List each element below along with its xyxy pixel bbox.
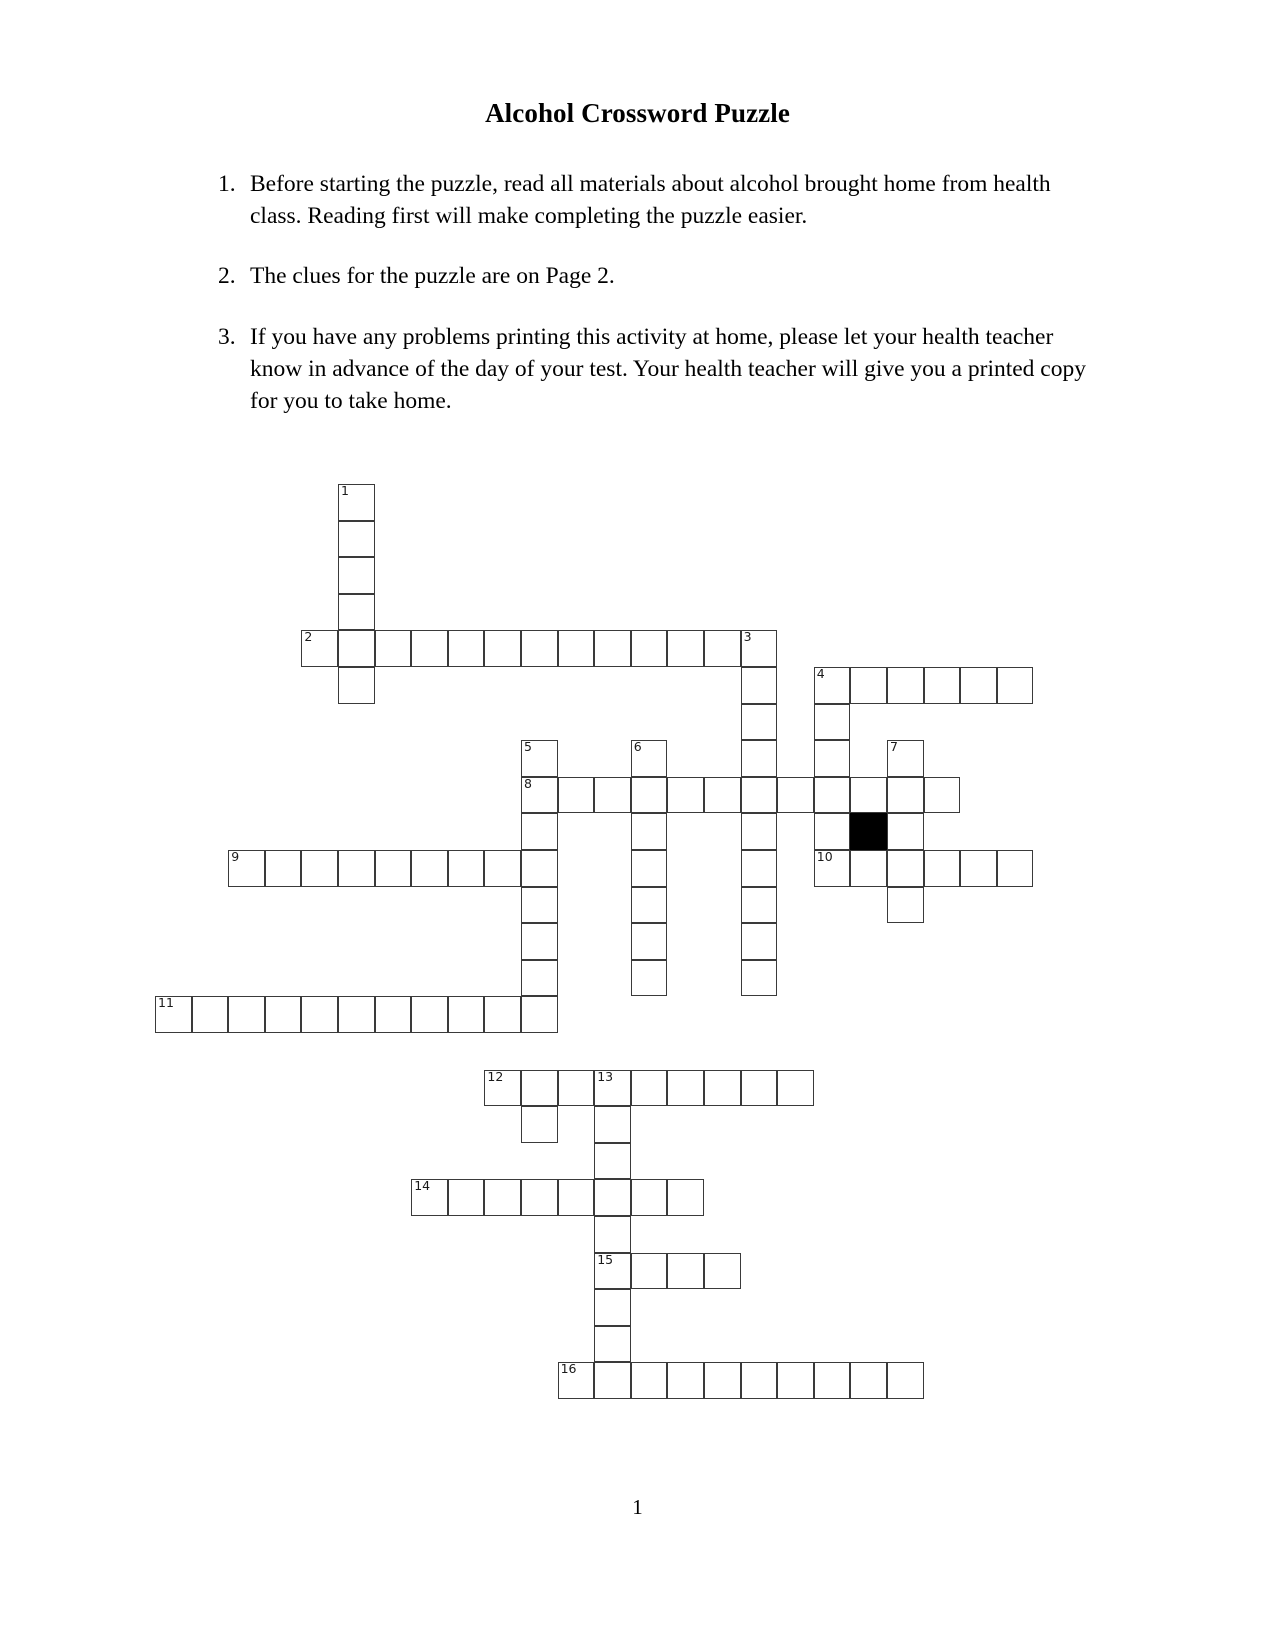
- instruction-text: Before starting the puzzle, read all materials about alcohol brought home from health class. Reading first will make completing the puzzle easier.: [250, 171, 1051, 230]
- crossword-cell[interactable]: [667, 1070, 704, 1107]
- crossword-cell[interactable]: [265, 996, 302, 1033]
- crossword-cell[interactable]: [741, 1362, 778, 1399]
- crossword-cell[interactable]: [338, 484, 375, 521]
- crossword-cell[interactable]: [594, 1106, 631, 1143]
- instruction-number: 2.: [218, 263, 236, 290]
- crossword-cell[interactable]: [375, 850, 412, 887]
- crossword-cell[interactable]: [411, 850, 448, 887]
- crossword-cell[interactable]: [631, 1179, 668, 1216]
- crossword-cell[interactable]: [521, 777, 558, 814]
- crossword-cell[interactable]: [631, 960, 668, 997]
- crossword-cell[interactable]: [521, 813, 558, 850]
- crossword-cell[interactable]: [704, 1253, 741, 1290]
- crossword-cell[interactable]: [667, 630, 704, 667]
- crossword-cell[interactable]: [667, 1253, 704, 1290]
- crossword-clue-number: 1: [341, 483, 349, 498]
- crossword-cell[interactable]: [814, 1362, 851, 1399]
- instruction-number: 3.: [218, 323, 236, 350]
- crossword-clue-number: 2: [304, 629, 313, 645]
- crossword-cell[interactable]: [631, 630, 668, 667]
- crossword-cell[interactable]: [448, 850, 485, 887]
- page-title: Alcohol Crossword Puzzle: [485, 98, 790, 128]
- crossword-cell[interactable]: [375, 630, 412, 667]
- instruction-number: 1.: [218, 171, 236, 197]
- crossword-cell[interactable]: [887, 887, 924, 924]
- crossword-clue-number: 4: [816, 666, 825, 681]
- crossword-cell[interactable]: [741, 740, 778, 777]
- crossword-cell[interactable]: [448, 630, 485, 667]
- crossword-cell[interactable]: [484, 1070, 521, 1107]
- crossword-clue-number: 10: [816, 849, 833, 864]
- crossword-cell[interactable]: [960, 667, 997, 704]
- crossword-cell[interactable]: [631, 1070, 668, 1107]
- crossword-cell[interactable]: [594, 1143, 631, 1180]
- crossword-cell[interactable]: [777, 1070, 814, 1107]
- instruction-text: The clues for the puzzle are on Page 2.: [250, 263, 615, 290]
- crossword-cell[interactable]: [521, 887, 558, 924]
- crossword-cell[interactable]: [521, 996, 558, 1033]
- crossword-cell[interactable]: [850, 667, 887, 704]
- instruction-item: [218, 168, 1098, 232]
- crossword-cell[interactable]: [338, 667, 375, 704]
- crossword-cell[interactable]: [192, 996, 229, 1033]
- crossword-cell[interactable]: [997, 850, 1034, 887]
- instruction-item: [218, 321, 1098, 418]
- crossword-cell[interactable]: [594, 1216, 631, 1253]
- crossword-cell[interactable]: [704, 630, 741, 667]
- crossword-cell[interactable]: [521, 850, 558, 887]
- crossword-cell[interactable]: [521, 1106, 558, 1143]
- crossword-cell[interactable]: [558, 777, 595, 814]
- crossword-cell[interactable]: [814, 704, 851, 741]
- crossword-cell[interactable]: [741, 1070, 778, 1107]
- crossword-cell[interactable]: [301, 996, 338, 1033]
- crossword-cell[interactable]: [521, 630, 558, 667]
- crossword-cell[interactable]: [741, 667, 778, 704]
- instructions-list: [218, 168, 1098, 445]
- crossword-clue-number: 3: [743, 629, 752, 645]
- page-number: 1: [632, 1495, 643, 1519]
- crossword-cell[interactable]: [375, 996, 412, 1033]
- crossword-cell[interactable]: [741, 813, 778, 850]
- crossword-cell[interactable]: [411, 630, 448, 667]
- crossword-cell[interactable]: [631, 813, 668, 850]
- crossword-cell[interactable]: [338, 630, 375, 667]
- crossword-cell[interactable]: [558, 1362, 595, 1399]
- crossword-cell[interactable]: [924, 667, 961, 704]
- crossword-cell[interactable]: [631, 850, 668, 887]
- crossword-clue-number: 7: [890, 739, 898, 755]
- crossword-cell[interactable]: [594, 1253, 631, 1290]
- crossword-cell[interactable]: [887, 667, 924, 704]
- crossword-cell[interactable]: [997, 667, 1034, 704]
- crossword-cell[interactable]: [484, 1179, 521, 1216]
- crossword-cell[interactable]: [741, 630, 778, 667]
- crossword-clue-number: 13: [597, 1068, 614, 1084]
- crossword-cell[interactable]: [741, 704, 778, 741]
- crossword-clue-number: 14: [414, 1178, 431, 1194]
- crossword-cell[interactable]: [411, 1179, 448, 1216]
- crossword-cell[interactable]: [484, 630, 521, 667]
- crossword-clue-number: 9: [231, 849, 240, 864]
- crossword-cell[interactable]: [594, 1362, 631, 1399]
- crossword-cell[interactable]: [924, 850, 961, 887]
- crossword-cell[interactable]: [594, 630, 631, 667]
- crossword-cell[interactable]: [521, 960, 558, 997]
- crossword-cell[interactable]: [814, 667, 851, 704]
- crossword-clue-number: 8: [524, 775, 532, 791]
- crossword-cell[interactable]: [741, 777, 778, 814]
- crossword-cell[interactable]: [448, 996, 485, 1033]
- crossword-cell[interactable]: [667, 1179, 704, 1216]
- crossword-cell[interactable]: [887, 1362, 924, 1399]
- crossword-cell[interactable]: [814, 850, 851, 887]
- crossword-cell[interactable]: [631, 1362, 668, 1399]
- crossword-cell[interactable]: [558, 630, 595, 667]
- crossword-cell[interactable]: [594, 1326, 631, 1363]
- crossword-cell[interactable]: [155, 996, 192, 1033]
- crossword-cell[interactable]: [594, 1289, 631, 1326]
- crossword-cell[interactable]: [887, 777, 924, 814]
- crossword-clue-number: 11: [158, 995, 174, 1011]
- crossword-cell[interactable]: [448, 1179, 485, 1216]
- instruction-item: [218, 260, 1098, 292]
- crossword-cell[interactable]: [777, 777, 814, 814]
- crossword-cell[interactable]: [814, 740, 851, 777]
- crossword-cell[interactable]: [301, 630, 338, 667]
- crossword-cell[interactable]: [301, 850, 338, 887]
- crossword-cell[interactable]: [484, 996, 521, 1033]
- crossword-cell[interactable]: [850, 1362, 887, 1399]
- crossword-cell[interactable]: [338, 850, 375, 887]
- crossword-cell[interactable]: [338, 557, 375, 594]
- crossword-cell[interactable]: [594, 777, 631, 814]
- crossword-cell[interactable]: [850, 850, 887, 887]
- crossword-cell[interactable]: [594, 1179, 631, 1216]
- crossword-clue-number: 16: [560, 1361, 577, 1377]
- crossword-cell[interactable]: [741, 887, 778, 924]
- crossword-clue-number: 12: [487, 1068, 504, 1084]
- crossword-cell[interactable]: [631, 887, 668, 924]
- crossword-cell[interactable]: [631, 777, 668, 814]
- crossword-cell[interactable]: [741, 960, 778, 997]
- crossword-cell[interactable]: [814, 777, 851, 814]
- crossword-cell[interactable]: [558, 1070, 595, 1107]
- crossword-cell[interactable]: [704, 1070, 741, 1107]
- crossword-cell[interactable]: [338, 594, 375, 631]
- crossword-cell[interactable]: [887, 850, 924, 887]
- crossword-clue-number: 5: [524, 739, 532, 755]
- crossword-cell[interactable]: [887, 813, 924, 850]
- crossword-cell[interactable]: [411, 996, 448, 1033]
- crossword-cell[interactable]: [631, 740, 668, 777]
- crossword-clue-number: 15: [597, 1251, 614, 1267]
- crossword-clue-number: 6: [633, 739, 642, 755]
- crossword-cell[interactable]: [228, 996, 265, 1033]
- instruction-text: If you have any problems printing this activity at home, please let your health teacher know in advance of the day of your test. Your health teacher will give you a printed copy for you to take home.: [250, 323, 1086, 414]
- crossword-cell[interactable]: [228, 850, 265, 887]
- crossword-cell[interactable]: [521, 923, 558, 960]
- crossword-cell[interactable]: [667, 777, 704, 814]
- crossword-cell[interactable]: [704, 777, 741, 814]
- crossword-cell[interactable]: [924, 777, 961, 814]
- crossword-cell[interactable]: [484, 850, 521, 887]
- crossword-cell[interactable]: [887, 740, 924, 777]
- crossword-cell[interactable]: [850, 777, 887, 814]
- crossword-cell[interactable]: [338, 521, 375, 558]
- crossword-cell[interactable]: [667, 1362, 704, 1399]
- crossword-cell[interactable]: [558, 1179, 595, 1216]
- crossword-cell[interactable]: [960, 850, 997, 887]
- crossword-cell[interactable]: [631, 923, 668, 960]
- crossword-cell[interactable]: [521, 1070, 558, 1107]
- crossword-cell[interactable]: [704, 1362, 741, 1399]
- crossword-cell[interactable]: [814, 813, 851, 850]
- crossword-cell[interactable]: [338, 996, 375, 1033]
- crossword-cell[interactable]: [521, 740, 558, 777]
- crossword-cell[interactable]: [265, 850, 302, 887]
- crossword-cell[interactable]: [521, 1179, 558, 1216]
- crossword-cell[interactable]: [594, 1070, 631, 1107]
- crossword-blocked-cell: [850, 813, 887, 850]
- crossword-cell[interactable]: [631, 1253, 668, 1290]
- crossword-cell[interactable]: [777, 1362, 814, 1399]
- crossword-cell[interactable]: [741, 923, 778, 960]
- crossword-cell[interactable]: [741, 850, 778, 887]
